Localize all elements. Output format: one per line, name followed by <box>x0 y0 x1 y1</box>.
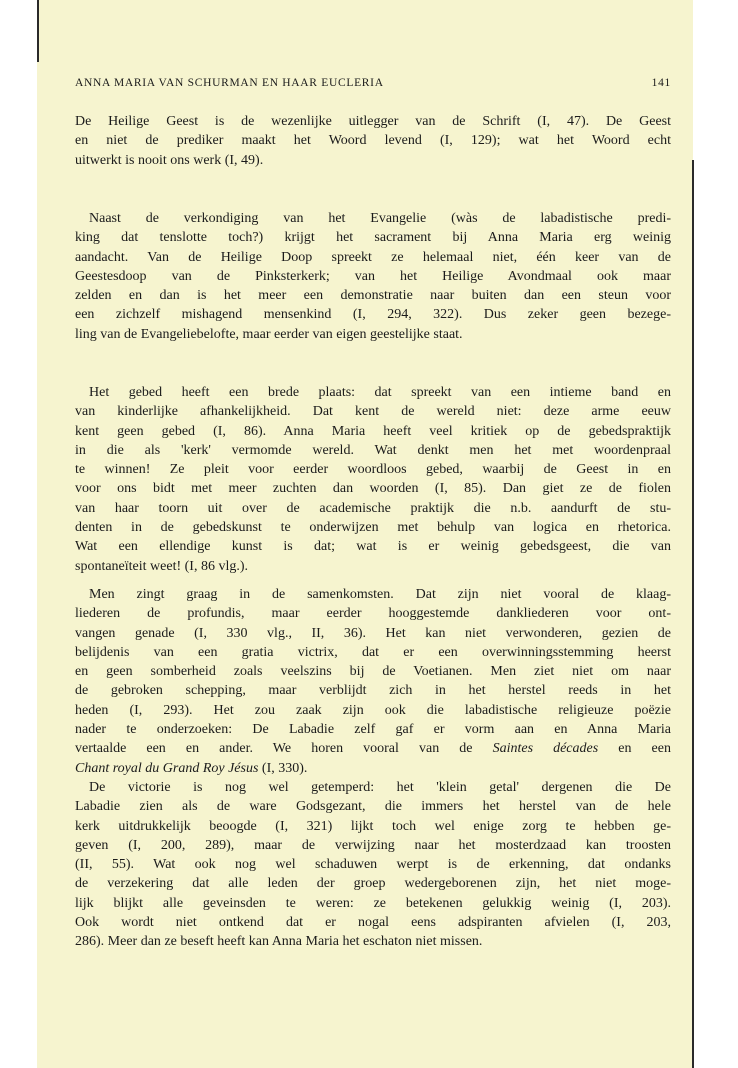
text-line: De Heilige Geest is de wezenlijke uitlegger van de Schrift (I, 47). De Geest <box>75 114 671 129</box>
text-line: de gebroken schepping, maar verblijdt zich in het herstel reeds in het <box>75 683 671 699</box>
text-line: van haar toorn uit over de academische praktijk die n.b. aandurft de stu- <box>75 500 671 516</box>
text-line: de verzekering dat alle leden der groep wedergeborenen zijn, het niet moge- <box>75 876 671 892</box>
text-line: denten in de gebedskunst te onderwijzen met behulp van logica en rhetorica. <box>75 520 671 536</box>
running-header <box>75 77 671 89</box>
text-line: liederen de profundis, maar eerder hooggestemde dankliederen voor ont- <box>75 606 671 622</box>
text-line: lijk blijkt alle geveinsden te weren: ze betekenen gelukkig weinig (I, 203). <box>75 895 671 911</box>
text-line: en niet de prediker maakt het Woord levend (I, 129); wat het Woord echt <box>75 133 671 149</box>
text-line: Naast de verkondiging van het Evangelie (wàs de labadistische predi- <box>89 211 671 226</box>
text-line: een zichzelf mishagend mensenkind (I, 294, 322). Dus zeker geen bezege- <box>75 307 671 323</box>
scan-edge-left <box>37 0 39 62</box>
text-line: Het gebed heeft een brede plaats: dat spreekt van een intieme band en <box>89 385 671 400</box>
page-number: 141 <box>651 77 671 89</box>
text-line: Chant royal du Grand Roy Jésus (I, 330). <box>75 760 308 776</box>
text-line: ling van de Evangeliebelofte, maar eerder van eigen geestelijke staat. <box>75 326 463 342</box>
text-line: vangen genade (I, 330 vlg., II, 36). Het kan niet verwonderen, gezien de <box>75 625 671 641</box>
text-line: heden (I, 293). Het zou zaak zijn ook die labadistische religieuze poëzie <box>75 702 671 718</box>
text-line: spontaneïteit weet! (I, 86 vlg.). <box>75 558 249 574</box>
text-line: Geestesdoop van de Pinksterkerk; van het Heilige Avondmaal ook maar <box>75 268 671 284</box>
text-line: Ook wordt niet ontkend dat er nogal eens adspiranten afvielen (I, 203, <box>75 915 671 931</box>
text-line: kent geen gebed (I, 86). Anna Maria heeft veel kritiek op de gebedspraktijk <box>75 423 671 439</box>
text-line: belijdenis van een gratia victrix, dat er een overwinningsstemming heerst <box>75 644 671 660</box>
text-line: voor ons bidt met meer zuchten dan woorden (I, 85). Dan giet ze de fiolen <box>75 481 671 497</box>
paragraph-singing <box>75 585 671 778</box>
text-line: nader te onderzoeken: De Labadie zelf gaf er vorm aan en Anna Maria <box>75 722 671 738</box>
text-line: geven (I, 200, 289), maar de verwijzing naar het mosterdzaad kan troosten <box>75 837 671 853</box>
paragraph-holy-spirit <box>75 112 671 170</box>
scan-edge-right <box>692 160 694 1068</box>
text-line: uitwerkt is nooit ons werk (I, 49). <box>75 152 264 168</box>
text-line: De victorie is nog wel getemperd: het 'klein getal' dergenen die De <box>89 780 671 795</box>
text-line: te winnen! Ze pleit voor eerder woordloos gebed, waarbij de Geest in en <box>75 462 671 478</box>
paragraph-prayer <box>75 383 671 576</box>
text-line: kerk uitdrukkelijk beoogde (I, 321) lijkt toch wel enige zorg te hebben ge- <box>75 818 671 834</box>
text-line: vertaalde een en ander. We horen vooral van de Saintes décades en een <box>75 741 671 757</box>
text-line: king dat tenslotte toch?) krijgt het sacrament bij Anna Maria erg weinig <box>75 230 671 246</box>
text-line: Wat een ellendige kunst is dat; wat is er weinig gebedsgeest, die van <box>75 539 671 555</box>
text-line: aandacht. Van de Heilige Doop spreekt ze helemaal niet, één keer van de <box>75 249 671 265</box>
text-line: Labadie zien als de ware Godsgezant, die immers het herstel van de hele <box>75 799 671 815</box>
text-line: en geen somberheid zoals veelszins bij de Voetianen. Men ziet niet om naar <box>75 664 671 680</box>
paragraph-sacrament <box>75 209 671 344</box>
text-line: zelden en dan is het meer een demonstratie naar buiten dan een steun voor <box>75 288 671 304</box>
text-line: in die als 'kerk' vermomde wereld. Wat denkt men het met woordenpraal <box>75 442 671 458</box>
running-title: ANNA MARIA VAN SCHURMAN EN HAAR EUCLERIA <box>75 77 384 89</box>
text-line: van kinderlijke afhankelijkheid. Dat kent de wereld niet: deze arme eeuw <box>75 404 671 420</box>
paragraph-victory <box>75 778 671 952</box>
text-line: Men zingt graag in de samenkomsten. Dat zijn niet vooral de klaag- <box>89 587 671 602</box>
text-line: 286). Meer dan ze beseft heeft kan Anna Maria het eschaton niet missen. <box>75 934 483 950</box>
text-line: (II, 55). Wat ook nog wel schaduwen werpt is de erkenning, dat ondanks <box>75 857 671 873</box>
